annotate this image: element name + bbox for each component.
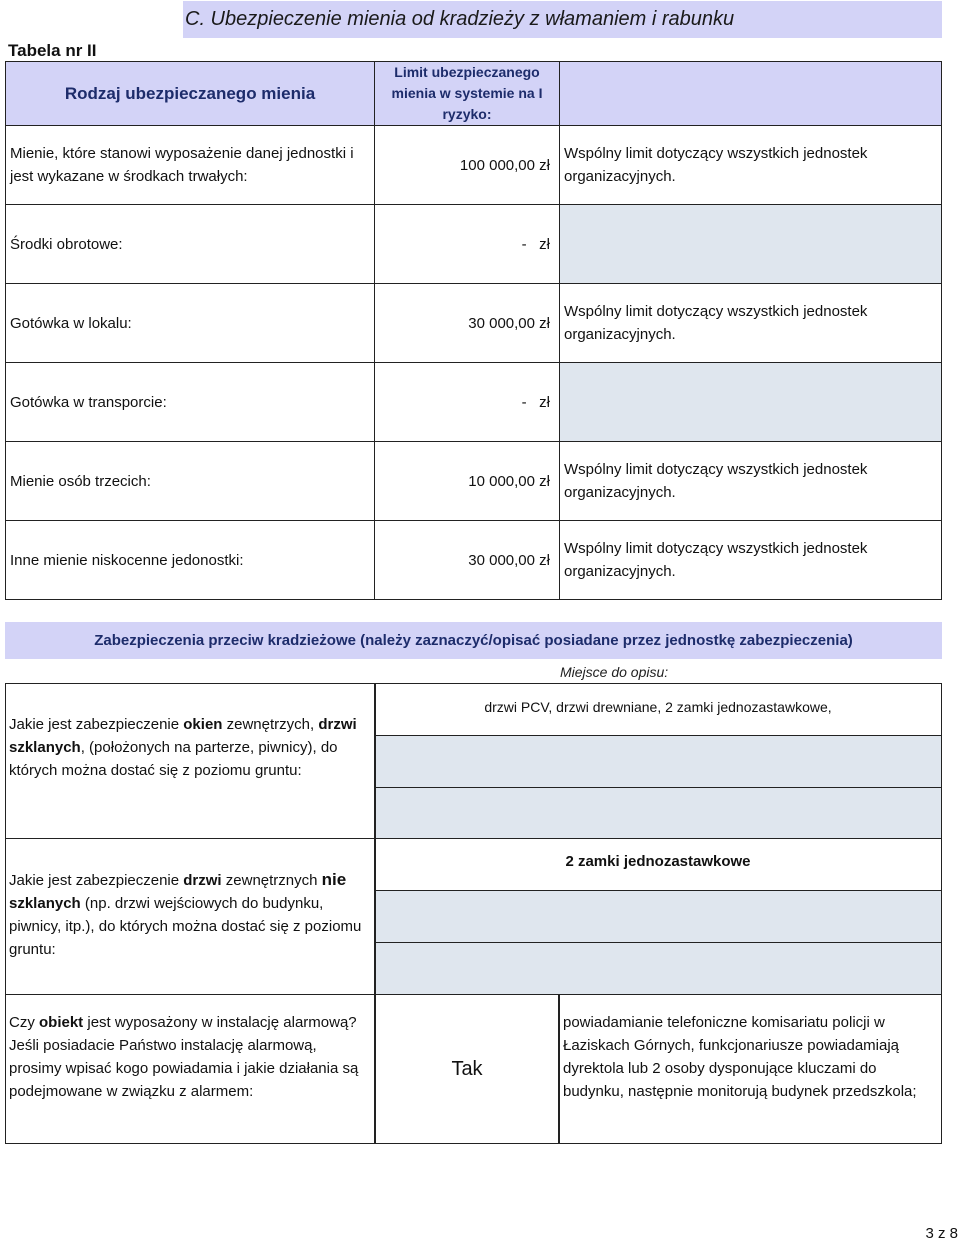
header-col-type-text: Rodzaj ubezpieczanego mienia: [64, 83, 316, 103]
q2-bold: nie: [321, 870, 347, 889]
page-number: 3 z 8: [925, 1225, 958, 1242]
q2-answer-line-3[interactable]: [374, 942, 942, 995]
security-title: [5, 622, 942, 659]
row-label: Gotówka w transporcie:: [5, 362, 375, 442]
header-col-limit-text: Limit ubezpieczanego mienia w systemie na I ryzyko:: [391, 64, 543, 122]
header-col-type: [5, 61, 375, 126]
q2-bold: szklanych: [9, 895, 81, 912]
section-title: C. Ubezpieczenie mienia od kradzieży z włamaniem i rabunku: [185, 8, 735, 30]
q1-answer-line-3[interactable]: [374, 787, 942, 839]
q2-bold: drzwi: [183, 872, 222, 889]
row-label: Środki obrotowe:: [5, 204, 375, 284]
row-label: Gotówka w lokalu:: [5, 283, 375, 363]
q1-bold: drzwi szklanych: [9, 716, 357, 756]
row-value: 10 000,00 zł: [374, 441, 560, 521]
q1-answer: drzwi PCV, drzwi drewniane, 2 zamki jednozastawkowe,: [484, 699, 832, 715]
q2-text: (np. drzwi wejściowych do budynku, piwnicy, itp.), do których można dostać się z poziomu gruntu:: [9, 895, 362, 958]
row-label: Inne mienie niskocenne jedonostki:: [5, 520, 375, 600]
header-col-limit: [374, 61, 560, 126]
row-note-empty: [559, 204, 942, 284]
q2-answer: 2 zamki jednozastawkowe: [565, 853, 751, 870]
row-value: 30 000,00 zł: [374, 283, 560, 363]
row-value: - zł: [374, 362, 560, 442]
q3-answer-cell[interactable]: [374, 994, 560, 1144]
row-note: Wspólny limit dotyczący wszystkich jednostek organizacyjnych.: [559, 520, 942, 600]
security-title-text: Zabezpieczenia przeciw kradzieżowe (należy zaznaczyć/opisać posiadane przez jednostkę zabezpieczenia): [94, 632, 853, 649]
q3-text: jest wyposażony w instalację alarmową? Jeśli posiadacie Państwo instalację alarmową, prosimy wpisać kogo powiadamia i jakie działania są podejmowane w związku z alarmem:: [9, 1014, 359, 1100]
q1-text: , (położonych na parterze, piwnicy), do których można dostać się z poziomu gruntu:: [9, 739, 338, 779]
place-label: Miejsce do opisu:: [560, 664, 669, 680]
q3-details[interactable]: powiadamianie telefoniczne komisariatu policji w Łaziskach Górnych, funkcjonariusze powiadamiają dyrektola lub 2 osoby dysponujące kluczami do budynku, następnie monitorują budynek przedszkola;: [563, 1014, 917, 1100]
q1-question: [9, 713, 369, 782]
table-label: Tabela nr II: [8, 41, 97, 60]
row-value: - zł: [374, 204, 560, 284]
q2-text: Jakie jest zabezpieczenie: [9, 872, 184, 889]
q3-text: Czy: [9, 1014, 39, 1031]
q2-question: [9, 868, 373, 961]
q1-answer-line-2[interactable]: [374, 735, 942, 788]
row-label: Mienie osób trzecich:: [5, 441, 375, 521]
q1-bold: okien: [183, 716, 223, 733]
q3-question: [9, 1011, 369, 1103]
row-note-empty: [559, 362, 942, 442]
row-note: Wspólny limit dotyczący wszystkich jednostek organizacyjnych.: [559, 125, 942, 205]
q3-answer: Tak: [451, 1057, 483, 1080]
q3-bold: obiekt: [39, 1014, 84, 1031]
q1-text: zewnętrzych,: [222, 716, 319, 733]
q2-text: zewnętrznych: [221, 872, 322, 889]
row-note: Wspólny limit dotyczący wszystkich jednostek organizacyjnych.: [559, 441, 942, 521]
q2-answer-line-2[interactable]: [374, 890, 942, 943]
q1-text: Jakie jest zabezpieczenie: [9, 716, 184, 733]
header-col-notes: [559, 61, 942, 126]
row-label: Mienie, które stanowi wyposażenie danej jednostki i jest wykazane w środkach trwałych:: [5, 125, 375, 205]
row-value: 30 000,00 zł: [374, 520, 560, 600]
row-value: 100 000,00 zł: [374, 125, 560, 205]
row-note: Wspólny limit dotyczący wszystkich jednostek organizacyjnych.: [559, 283, 942, 363]
